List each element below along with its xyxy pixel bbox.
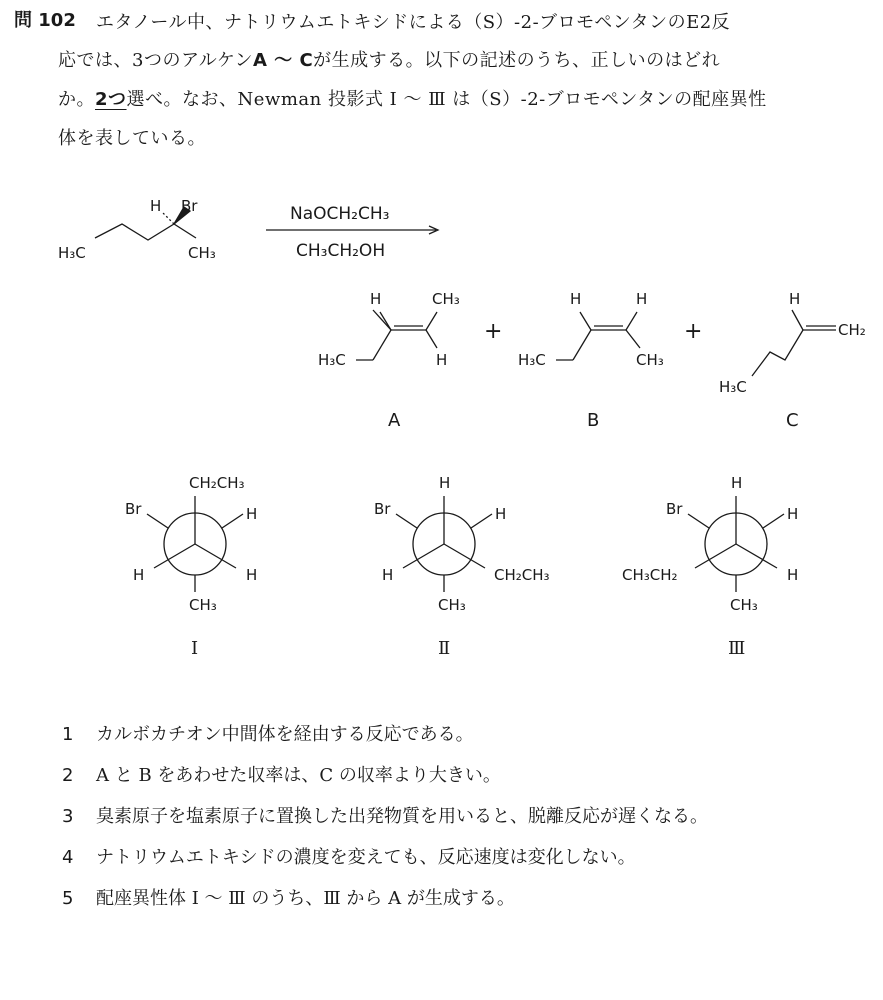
reagent-label: NaOCH₂CH₃ [290, 204, 390, 224]
newman-1-back-upper-right-label: H [246, 505, 258, 523]
choice-number: 3 [62, 806, 74, 827]
newman-3-front-top-label: H [731, 474, 743, 492]
newman-2-back-bond-upper-right [471, 514, 492, 528]
choice-number: 2 [62, 765, 74, 786]
reactant-br-label: Br [181, 197, 198, 215]
stem-select-count: 2つ [95, 89, 127, 110]
choice-number: 5 [62, 888, 74, 909]
newman-1-front-bond-lower-right [195, 544, 236, 568]
newman-2-back-bond-upper-left [396, 514, 417, 528]
newman-2-back-bottom-label: CH₃ [438, 596, 466, 614]
product-a-ch2-bond [373, 330, 391, 360]
reactant-right-methyl-label: CH₃ [188, 244, 216, 262]
stem-products-ref: A ～ C [252, 50, 314, 71]
question-number: 問 102 [14, 10, 76, 31]
product-a-h2-bond [426, 330, 437, 348]
product-b-methyl-bond [626, 330, 640, 348]
product-a-label: A [388, 410, 401, 431]
newman-2-front-top-label: H [439, 474, 451, 492]
product-a-h-bond [380, 312, 391, 330]
stem-line-3a: か。 [58, 89, 95, 110]
product-b-structure [518, 290, 664, 431]
stem-line-1: エタノール中、ナトリウムエトキシドによる（S）-2-ブロモペンタンのE2反 [96, 12, 731, 33]
choice-1[interactable] [62, 720, 474, 746]
product-b-bottom-left-label: H₃C [518, 351, 546, 369]
stem-line-3 [58, 85, 767, 111]
solvent-label: CH₃CH₂OH [296, 241, 386, 261]
reactant-hashed-h-bond [163, 213, 174, 224]
product-c-label: C [786, 410, 799, 431]
product-c-top-label: H [789, 290, 801, 308]
product-a-bottom-right-label: H [436, 351, 448, 369]
plus-sign-1: + [484, 319, 503, 344]
stem-line-3c: 選べ。なお、Newman 投影式 I ～ Ⅲ は（S）-2-ブロモペンタンの配座異性 [126, 89, 767, 110]
newman-projection-2 [374, 474, 550, 659]
newman-1-back-bond-upper-right [222, 514, 243, 528]
newman-3-front-lower-left-label: CH₃CH₂ [622, 566, 678, 584]
choice-4[interactable] [62, 843, 636, 869]
choice-text: 配座異性体 I ～ Ⅲ のうち、Ⅲ から A が生成する。 [96, 888, 515, 909]
newman-2-back-upper-left-label: Br [374, 500, 391, 518]
choice-text: カルボカチオン中間体を経由する反応である。 [96, 724, 474, 745]
newman-2-front-lower-left-label: H [382, 566, 394, 584]
choice-3[interactable] [62, 802, 708, 828]
stem-line-2 [58, 46, 720, 72]
newman-1-front-top-label: CH₂CH₃ [189, 474, 245, 492]
reactant-structure [58, 197, 216, 262]
newman-1-label: I [191, 638, 199, 659]
newman-3-label: Ⅲ [728, 638, 746, 659]
newman-3-back-bottom-label: CH₃ [730, 596, 758, 614]
newman-1-back-bond-upper-left [147, 514, 168, 528]
reactant-h-label: H [150, 197, 162, 215]
choice-5[interactable] [62, 884, 515, 910]
choice-2[interactable] [62, 761, 501, 787]
product-b-top-right-label: H [636, 290, 648, 308]
product-a-top-right-label: CH₃ [432, 290, 460, 308]
stem-line-2c: が生成する。以下の記述のうち、正しいのはどれ [313, 50, 721, 71]
newman-3-back-bond-upper-left [688, 514, 709, 528]
newman-1-front-lower-left-label: H [133, 566, 145, 584]
choice-number: 4 [62, 847, 74, 868]
product-c-h-bond [792, 310, 803, 330]
newman-1-front-lower-right-label: H [246, 566, 258, 584]
newman-3-front-lower-right-label: H [787, 566, 799, 584]
newman-projection-1 [125, 474, 257, 659]
product-b-top-left-label: H [570, 290, 582, 308]
product-c-structure [719, 290, 866, 431]
product-b-label: B [587, 410, 600, 431]
stem-line-2a: 応では、3つのアルケン [58, 50, 253, 71]
choice-text: 臭素原子を塩素原子に置換した出発物質を用いると、脱離反応が遅くなる。 [96, 806, 708, 827]
newman-2-front-lower-right-label: CH₂CH₃ [494, 566, 550, 584]
newman-3-back-upper-right-label: H [787, 505, 799, 523]
reaction-figure [0, 180, 883, 700]
reaction-arrow-group [266, 204, 438, 261]
newman-2-front-bond-lower-left [403, 544, 444, 568]
newman-3-front-bond-lower-left [695, 544, 736, 568]
newman-3-front-bond-lower-right [736, 544, 777, 568]
product-a-top-left-label: H [370, 290, 382, 308]
product-b-ch2-bond [573, 330, 591, 360]
newman-2-label: Ⅱ [438, 638, 451, 659]
choice-text: ナトリウムエトキシドの濃度を変えても、反応速度は変化しない。 [96, 847, 636, 868]
reactant-left-methyl-label: H₃C [58, 244, 86, 262]
newman-projection-3 [622, 474, 798, 659]
product-c-bottom-left-label: H₃C [719, 378, 747, 396]
product-b-h2-bond [626, 312, 637, 330]
choice-text: A と B をあわせた収率は、C の収率より大きい。 [96, 765, 501, 786]
newman-3-back-bond-upper-right [763, 514, 784, 528]
plus-sign-2: + [684, 319, 703, 344]
product-a-ethyl-bond [373, 310, 391, 330]
product-b-bottom-right-label: CH₃ [636, 351, 664, 369]
newman-1-back-bottom-label: CH₃ [189, 596, 217, 614]
product-c-chain-bonds [752, 330, 803, 376]
stem-line-4: 体を表している。 [58, 128, 206, 149]
choice-number: 1 [62, 724, 74, 745]
product-a-methyl-bond [426, 312, 437, 330]
newman-2-front-bond-lower-right [444, 544, 485, 568]
product-c-right-label: CH₂ [838, 321, 866, 339]
newman-1-front-bond-lower-left [154, 544, 195, 568]
product-a-bottom-left-label: H₃C [318, 351, 346, 369]
newman-1-back-upper-left-label: Br [125, 500, 142, 518]
newman-2-back-upper-right-label: H [495, 505, 507, 523]
reactant-skeleton-bonds [95, 224, 196, 240]
product-b-h-bond [580, 312, 591, 330]
product-a-structure [318, 290, 460, 431]
newman-3-back-upper-left-label: Br [666, 500, 683, 518]
